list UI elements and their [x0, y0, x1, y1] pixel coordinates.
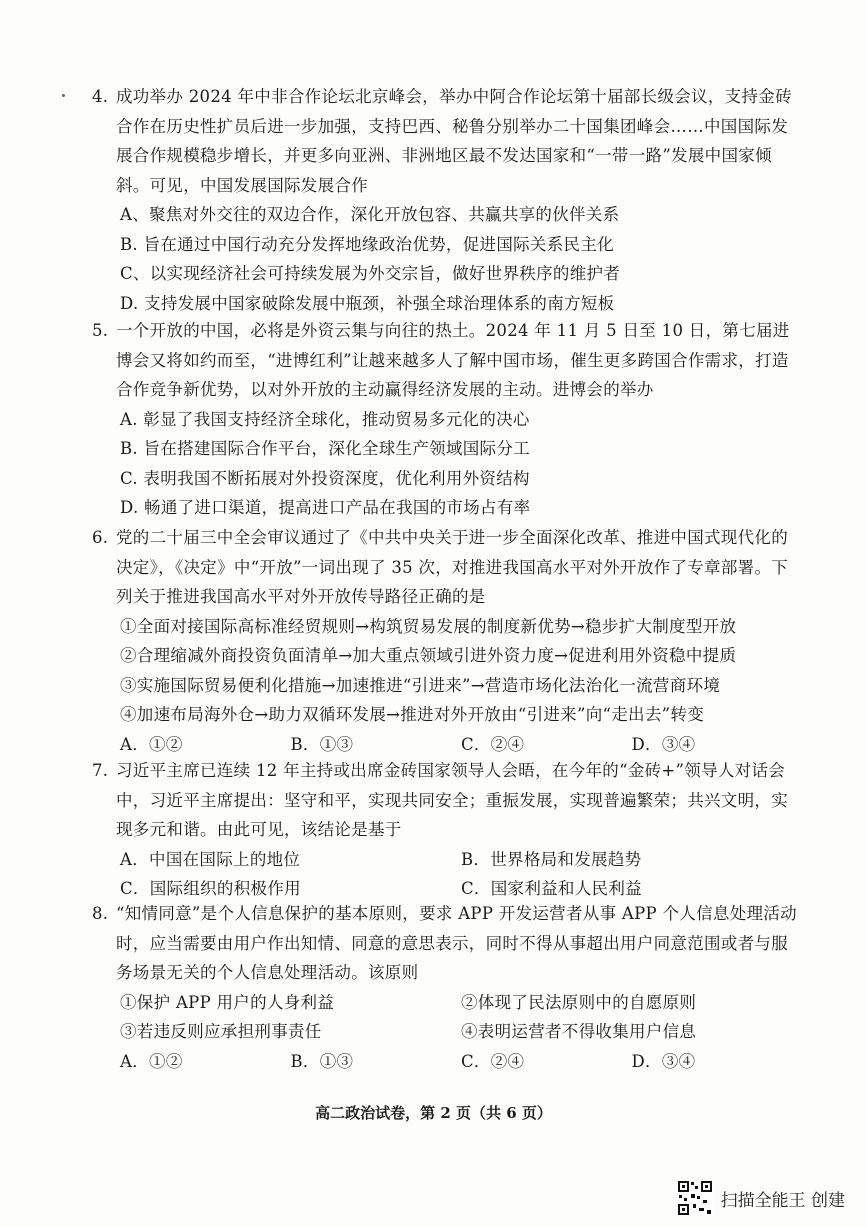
option-c: C. 表明我国不断拓展对外投资深度，优化利用外资结构 — [120, 468, 530, 488]
question-stem: 党的二十届三中全会审议通过了《中共中央关于进一步全面深化改革、推进中国式现代化的决定》，《决定》中“开放”一词出现了 35 次，对推进我国高水平对外开放作了专章部署。下列关于推进我国高水平对外开放传导路径正确的是 — [116, 528, 789, 606]
question-5 — [92, 316, 802, 523]
option-b: B. 旨在搭建国际合作平台，深化全球生产领域国际分工 — [120, 439, 530, 458]
question-number: 6. — [92, 528, 109, 547]
option-a: A. 彰显了我国支持经济全球化，推动贸易多元化的决心 — [120, 409, 530, 429]
choice-b: B．①③ — [290, 734, 354, 754]
question-stem: 习近平主席已连续 12 年主持或出席金砖国家领导人会晤，在今年的“金砖+”领导人对话会中，习近平主席提出：坚守和平，实现共同安全；重振发展，实现普遍繁荣；共兴文明，实现多元和谐。由此可见，该结论是基于 — [116, 761, 788, 839]
choice-a: A．中国在国际上的地位 — [120, 849, 301, 869]
answer-choices — [120, 1047, 802, 1077]
choice-a: A．①② — [120, 734, 183, 754]
answer-choices — [120, 730, 802, 760]
question-6 — [92, 523, 802, 759]
choice-a: A．①② — [120, 1051, 183, 1071]
choice-c: C．②④ — [461, 734, 525, 754]
choice-d: D．③④ — [631, 734, 696, 754]
statements-row-2 — [120, 1017, 802, 1047]
question-8 — [92, 899, 802, 1076]
option-b: B. 旨在通过中国行动充分发挥地缘政治优势，促进国际关系民主化 — [120, 234, 614, 254]
option-d: D. 支持发展中国家破除发展中瓶颈，补强全球治理体系的南方短板 — [120, 293, 615, 313]
question-stem: 成功举办 2024 年中非合作论坛北京峰会，举办中阿合作论坛第十届部长级会议，支持金砖合作在历史性扩员后进一步加强，支持巴西、秘鲁分别举办二十国集团峰会……中国国际发展合作规模稳步增长，并更多向亚洲、非洲地区最不发达国家和“一带一路”发展中国家倾斜。可见，中国发展国际发展合作 — [116, 87, 792, 195]
question-4 — [92, 82, 802, 318]
statement-1: ①全面对接国际高标准经贸规则→构筑贸易发展的制度新优势→稳步扩大制度型开放 — [120, 616, 737, 636]
option-d: D. 畅通了进口渠道，提高进口产品在我国的市场占有率 — [120, 498, 531, 517]
statement-4: ④加速布局海外仓→助力双循环发展→推进对外开放由“引进来”向“走出去”转变 — [120, 705, 704, 724]
choice-d: C．国家利益和人民利益 — [461, 879, 642, 898]
question-number: 5. — [92, 321, 109, 340]
question-number: 7. — [92, 761, 109, 780]
statement-3: ③实施国际贸易便利化措施→加速推进“引进来”→营造市场化法治化一流营商环境 — [120, 675, 721, 695]
choice-b: B．①③ — [290, 1051, 354, 1071]
statement-2: ②体现了民法原则中的自愿原则 — [461, 992, 697, 1012]
statement-2: ②合理缩减外商投资负面清单→加大重点领域引进外资力度→促进利用外资稳中提质 — [120, 646, 737, 665]
scanner-watermark — [677, 1180, 845, 1216]
answer-choices-row-1 — [120, 845, 802, 875]
watermark-text: 扫描全能王 创建 — [720, 1190, 845, 1211]
choice-c: C．②④ — [461, 1051, 525, 1071]
question-number: 4. — [92, 87, 109, 106]
choice-c: C．国际组织的积极作用 — [120, 879, 301, 898]
question-stem: “知情同意”是个人信息保护的基本原则，要求 APP 开发运营者从事 APP 个人信息处理活动时，应当需要由用户作出知情、同意的意思表示，同时不得从事超出用户同意范围或者与服务场景无关的个人信息处理活动。该原则 — [116, 904, 797, 982]
question-7 — [92, 756, 802, 904]
option-c: C、以实现经济社会可持续发展为外交宗旨，做好世界秩序的维护者 — [120, 264, 621, 283]
statement-3: ③若违反则应承担刑事责任 — [120, 1022, 322, 1041]
statement-4: ④表明运营者不得收集用户信息 — [461, 1022, 697, 1041]
option-a: A、聚焦对外交往的双边合作，深化开放包容、共赢共享的伙伴关系 — [120, 205, 620, 224]
choice-d: D．③④ — [631, 1051, 696, 1071]
question-number: 8. — [92, 904, 109, 923]
page-footer: 高二政治试卷，第 2 页（共 6 页） — [315, 1104, 552, 1122]
scan-speck — [62, 94, 65, 97]
statement-1: ①保护 APP 用户的人身利益 — [120, 992, 335, 1012]
statements-row-1 — [120, 988, 802, 1018]
qr-code-icon — [677, 1180, 713, 1216]
choice-b: B．世界格局和发展趋势 — [461, 849, 642, 869]
question-stem: 一个开放的中国，必将是外资云集与向往的热土。2024 年 11 月 5 日至 10 日，第七届进博会又将如约而至，“进博红利”让越来越多人了解中国市场，催生更多跨国合作需求，打造合作竞争新优势，以对外开放的主动赢得经济发展的主动。进博会的举办 — [116, 321, 790, 399]
